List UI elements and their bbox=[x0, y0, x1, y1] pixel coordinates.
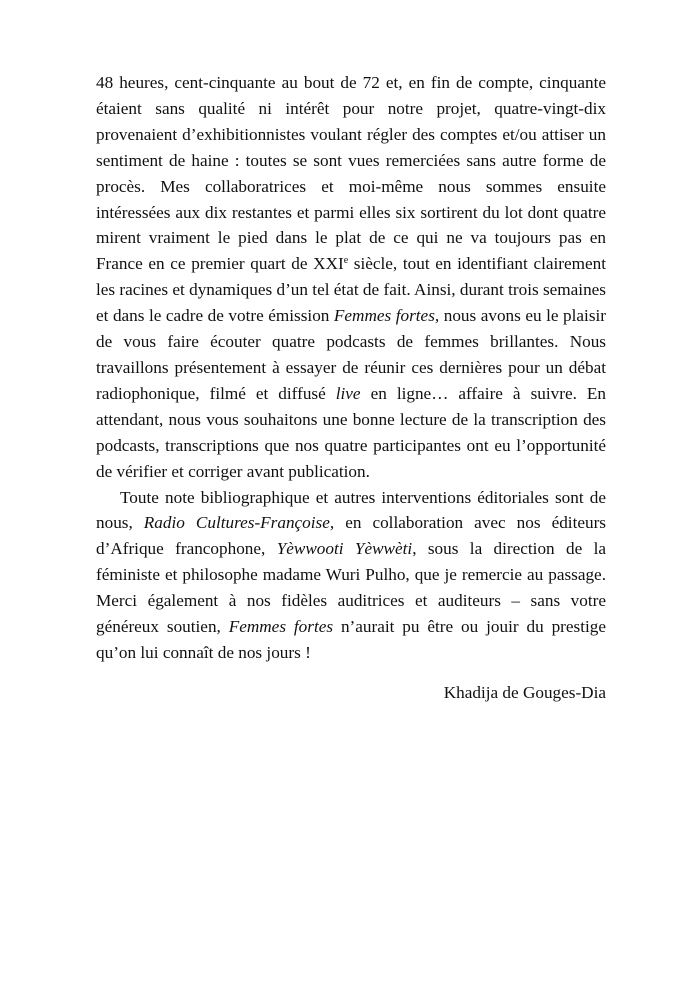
radio-name-emphasis: Radio Cultures-Françoise bbox=[143, 513, 330, 533]
paragraph2-text-1: Toute note bibliographique et autres interventions éditoriales sont de nous, bbox=[96, 487, 606, 533]
paragraph-editorial-notes bbox=[96, 485, 606, 666]
century-superscript: e bbox=[343, 255, 349, 267]
show-title-femmes-fortes: Femmes fortes bbox=[333, 306, 435, 326]
signature: Khadija de Gouges-Dia bbox=[443, 683, 606, 702]
paragraph2-text-3: , sous la direction de la féministe et philosophe madame Wuri Pulho, que je remercie au passage. Merci également à nos fidèles auditrices et auditeurs – sans votre généreux soutien, bbox=[96, 539, 606, 637]
paragraph1-text-2: siècle, tout en identifiant clairement les racines et dynamiques d’un tel état de fait. Ainsi, durant trois semaines et dans le cadre de votre émission bbox=[96, 254, 606, 326]
paragraph2-text-2: , en collaboration avec nos éditeurs d’Afrique francophone, bbox=[96, 513, 606, 559]
live-emphasis: live bbox=[335, 383, 361, 403]
paragraph2-text-4: n’aurait pu être ou jouir du prestige qu’on lui connaît de nos jours ! bbox=[96, 617, 606, 662]
show-title-femmes-fortes-2: Femmes fortes bbox=[228, 617, 334, 637]
paragraph1-text-1: 48 heures, cent-cinquante au bout de 72 et, en fin de compte, cinquante étaient sans qualité ni intérêt pour notre projet, quatre-vingt-dix provenaient d’exhibitionnistes voulant régler des comptes et/ou attiser un sentiment de haine : toutes se sont vues remerciées sans autre forme de procès. Mes collaboratrices et moi-même nous sommes ensuite intéressées aux dix restantes et parmi elles six sortirent du lot dont quatre mirent vraiment le pied dans le plat de ce qui ne va toujours pas en France en ce premier quart de XXI bbox=[96, 73, 606, 274]
body-text bbox=[96, 70, 606, 666]
paragraph1-text-4: en ligne… affaire à suivre. En attendant, nous vous souhaitons une bonne lecture de la transcription des podcasts, transcriptions que nos quatre participantes ont eu l’opportunité de vérifier et corriger avant publication. bbox=[96, 383, 606, 481]
publisher-name-emphasis: Yèwwooti Yèwwèti bbox=[276, 539, 413, 559]
paragraph-continuation bbox=[96, 70, 606, 485]
paragraph1-text-3: , nous avons eu le plaisir de vous faire écouter quatre podcasts de femmes brillantes. Nous travaillons présentement à essayer de réunir ces dernières pour un débat radiophonique, filmé et diffusé bbox=[96, 306, 607, 403]
